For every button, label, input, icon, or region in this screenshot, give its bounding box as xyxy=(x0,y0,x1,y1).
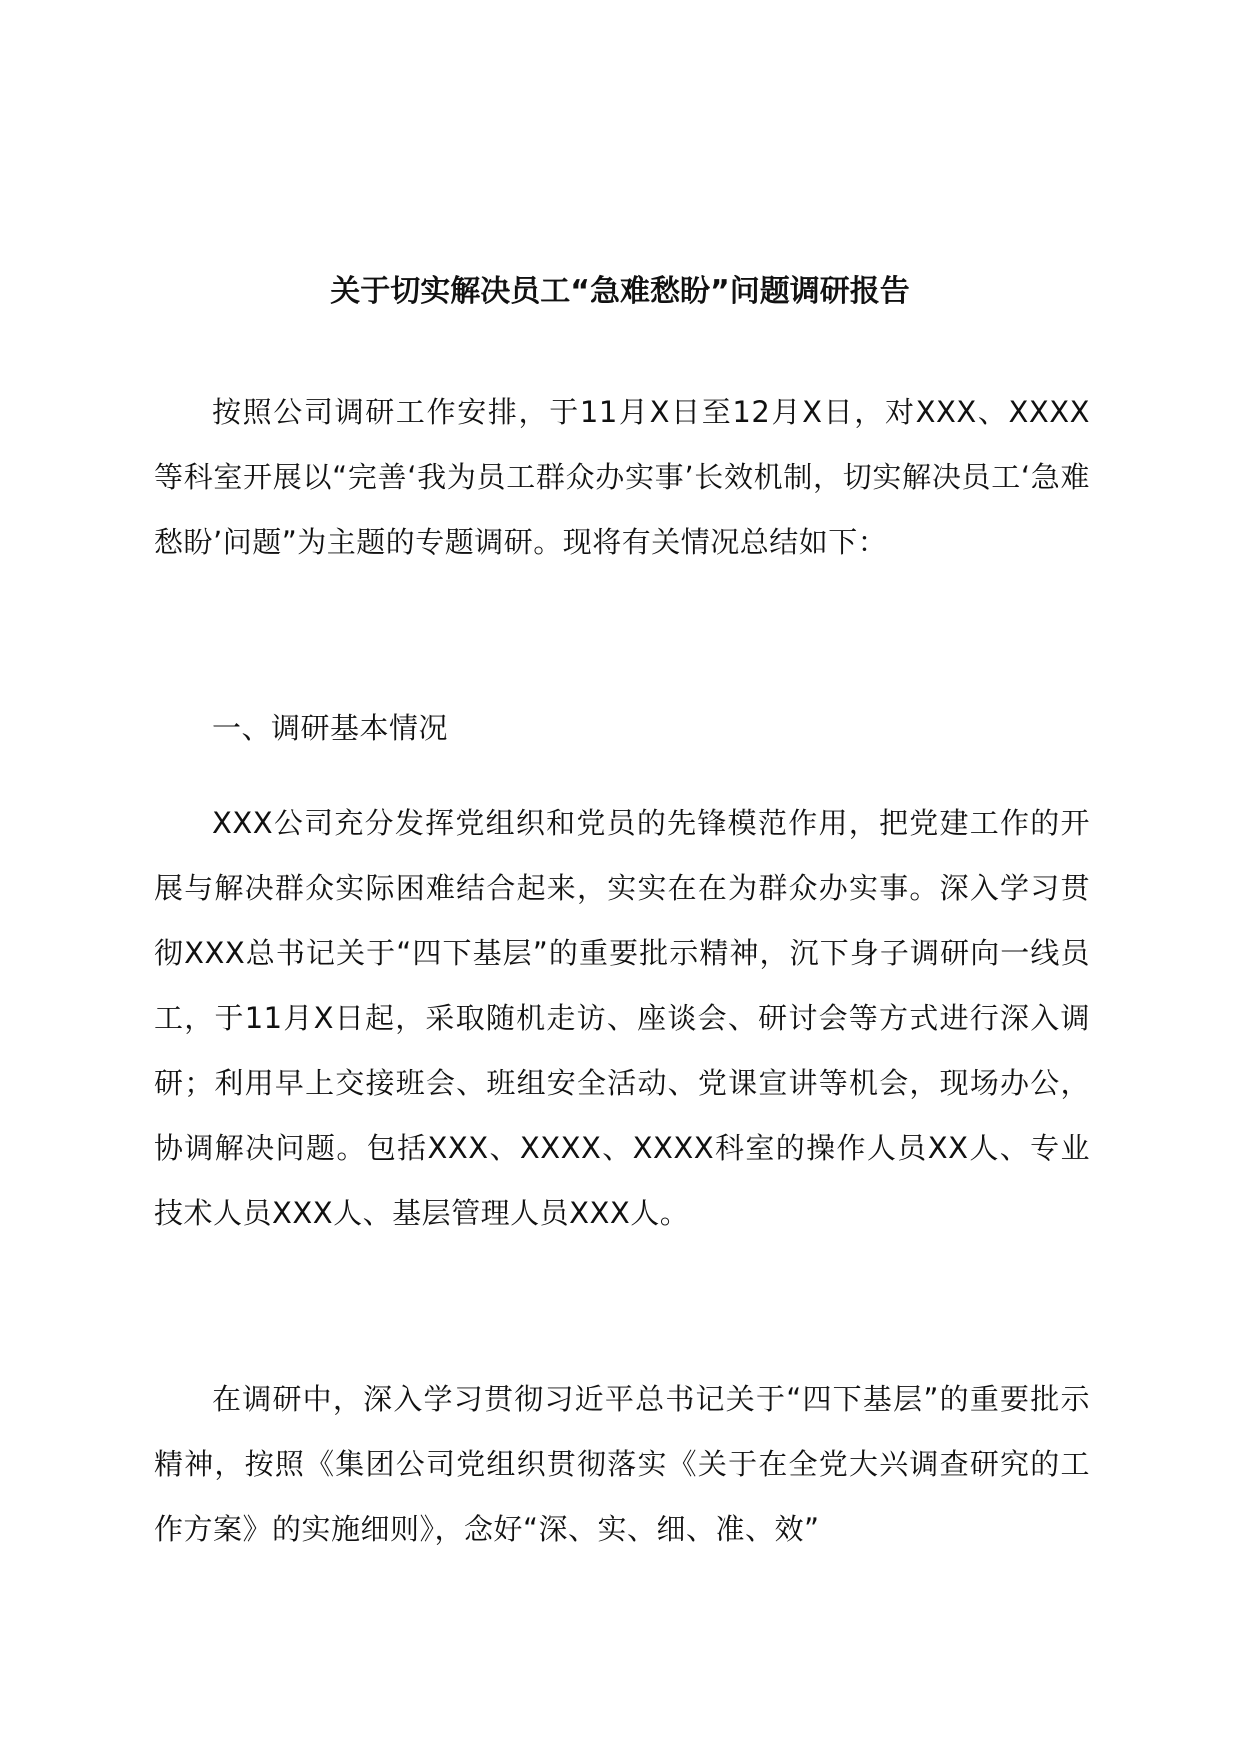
document-title: 关于切实解决员工“急难愁盼”问题调研报告 xyxy=(330,274,910,309)
body-paragraph: XXX公司充分发挥党组织和党员的先锋模范作用，把党建工作的开展与解决群众实际困难结合起来，实实在在为群众办实事。深入学习贯彻XXX总书记关于“四下基层”的重要批示精神，沉下身子调研向一线员工，于11月X日起，采取随机走访、座谈会、研讨会等方式进行深入调研；利用早上交接班会、班组安全活动、党课宣讲等机会，现场办公，协调解决问题。包括XXX、XXXX、XXXX科室的操作人员XX人、专业技术人员XXX人、基层管理人员XXX人。 xyxy=(154,806,1090,1230)
section-heading: 一、调研基本情况 xyxy=(212,711,449,745)
body-paragraph: 在调研中，深入学习贯彻习近平总书记关于“四下基层”的重要批示精神，按照《集团公司党组织贯彻落实《关于在全党大兴调查研究的工作方案》的实施细则》，念好“深、实、细、准、效” xyxy=(154,1382,1090,1546)
intro-paragraph: 按照公司调研工作安排，于11月X日至12月X日，对XXX、XXXX等科室开展以“完善‘我为员工群众办实事’长效机制，切实解决员工‘急难愁盼’问题”为主题的专题调研。现将有关情况总结如下： xyxy=(154,395,1090,559)
